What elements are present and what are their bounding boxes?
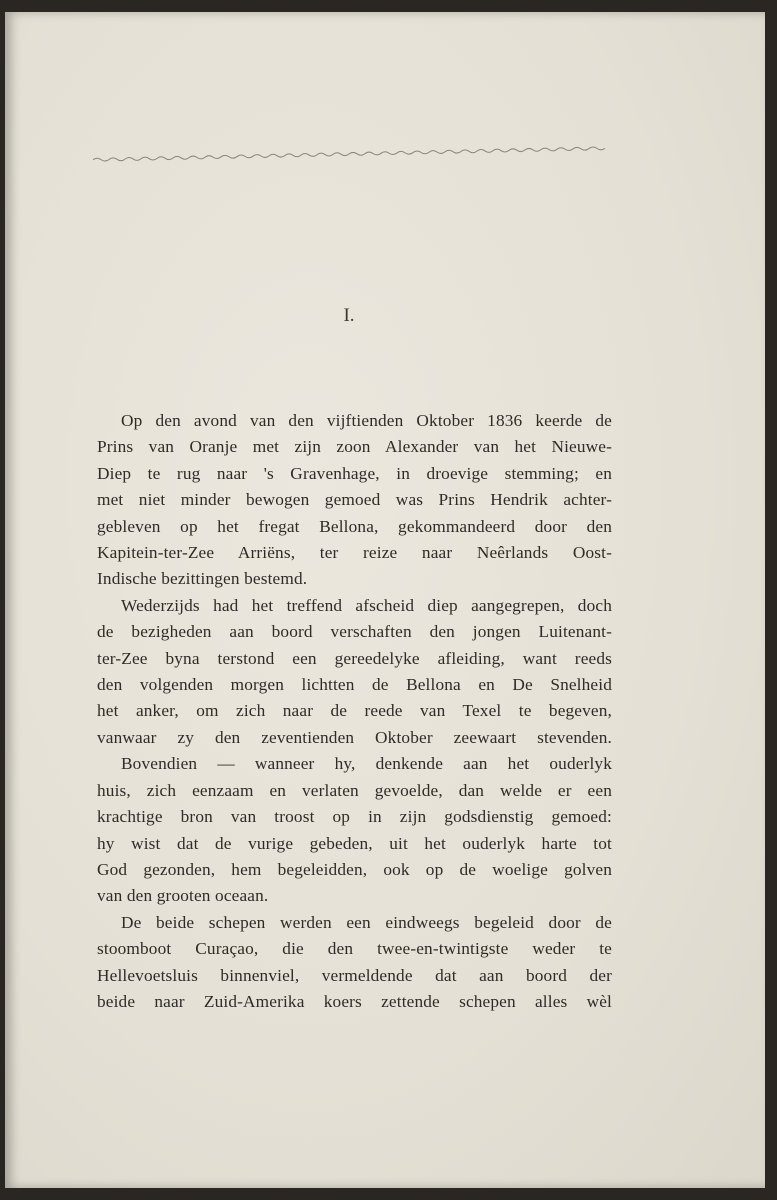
text-line: de bezigheden aan boord verschaften den jongen Luitenant- [97,622,612,642]
text-line: Prins van Oranje met zijn zoon Alexander van het Nieuwe- [97,437,612,457]
text-line: beide naar Zuid-Amerika koers zettende schepen alles wèl [97,991,612,1011]
text-line: stoomboot Curaçao, die den twee-en-twintigste weder te [97,939,612,959]
text-line: krachtige bron van troost op in zijn godsdienstig gemoed: [97,807,612,827]
text-line: ter-Zee byna terstond een gereedelyke afleiding, want reeds [97,648,612,668]
chapter-body [97,408,612,1015]
text-line: vanwaar zy den zeventienden Oktober zeewaart stevenden. [97,727,612,747]
text-line: den volgenden morgen lichtten de Bellona en De Snelheid [97,675,612,695]
text-line: Bovendien — wanneer hy, denkende aan het ouderlyk [121,754,612,774]
text-line: gebleven op het fregat Bellona, gekommandeerd door den [97,516,612,536]
text-line: Op den avond van den vijftienden Oktober 1836 keerde de [121,411,612,430]
text-line: het anker, om zich naar de reede van Texel te begeven, [97,701,612,721]
chapter-numeral: I. [343,305,355,326]
decorative-wavy-rule [93,142,608,166]
text-line: Kapitein-ter-Zee Arriëns, ter reize naar Neêrlands Oost- [97,543,612,563]
text-line: Wederzijds had het treffend afscheid diep aangegrepen, doch [121,595,612,615]
text-line: met niet minder bewogen gemoed was Prins Hendrik achter- [97,490,612,510]
text-line: Indische bezittingen bestemd. [97,569,308,589]
text-line: God gezonden, hem begeleidden, ook op de woelige golven [97,859,612,879]
book-page [5,12,765,1188]
text-line: Hellevoetsluis binnenviel, vermeldende dat aan boord der [97,965,612,985]
text-line: De beide schepen werden een eindweegs begeleid door de [121,912,612,932]
text-line: van den grooten oceaan. [97,886,269,906]
text-line: Diep te rug naar 's Gravenhage, in droevige stemming; en [97,463,612,483]
text-line: huis, zich eenzaam en verlaten gevoelde, dan welde er een [97,780,612,800]
text-line: hy wist dat de vurige gebeden, uit het ouderlyk harte tot [97,833,612,853]
